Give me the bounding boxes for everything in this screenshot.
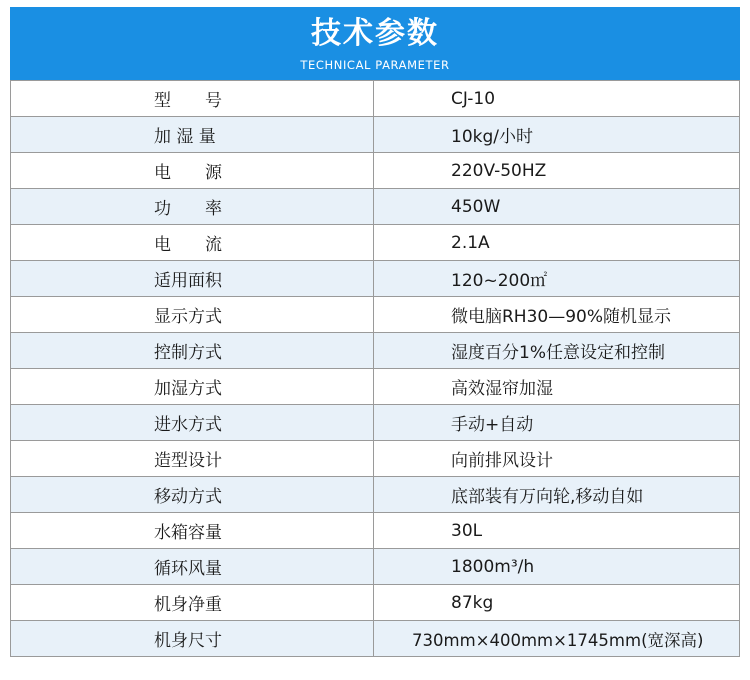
table-row: [11, 117, 740, 153]
parameter-value: 220V-50HZ: [374, 153, 740, 189]
table-row: [11, 549, 740, 585]
table-row: [11, 441, 740, 477]
parameter-name: 电 流: [11, 225, 374, 261]
parameter-value: CJ-10: [374, 81, 740, 117]
parameter-value: 向前排风设计: [374, 441, 740, 477]
table-row: [11, 297, 740, 333]
table-row: [11, 405, 740, 441]
table-row: [11, 333, 740, 369]
table-row: [11, 189, 740, 225]
parameter-name: 加 湿 量: [11, 117, 374, 153]
parameter-name: 机身尺寸: [11, 621, 374, 657]
parameter-name: 型 号: [11, 81, 374, 117]
table-row: [11, 513, 740, 549]
parameter-name: 加湿方式: [11, 369, 374, 405]
parameter-name: 循环风量: [11, 549, 374, 585]
parameter-value: 底部装有万向轮,移动自如: [374, 477, 740, 513]
table-row: [11, 225, 740, 261]
parameter-name: 适用面积: [11, 261, 374, 297]
parameter-value: 湿度百分1%任意设定和控制: [374, 333, 740, 369]
parameter-name: 电 源: [11, 153, 374, 189]
header-banner: [10, 7, 740, 80]
table-row: [11, 585, 740, 621]
page-subtitle: TECHNICAL PARAMETER: [300, 58, 450, 72]
table-row: [11, 477, 740, 513]
parameter-value: 高效湿帘加湿: [374, 369, 740, 405]
page-title: 技术参数: [311, 16, 439, 51]
table-row: [11, 81, 740, 117]
parameter-value: 450W: [374, 189, 740, 225]
parameter-name: 机身净重: [11, 585, 374, 621]
parameter-name: 水箱容量: [11, 513, 374, 549]
parameter-value: 手动+自动: [374, 405, 740, 441]
parameter-value: 30L: [374, 513, 740, 549]
parameter-name: 显示方式: [11, 297, 374, 333]
parameter-value: 730mm×400mm×1745mm(宽深高): [374, 621, 740, 657]
parameter-name: 造型设计: [11, 441, 374, 477]
parameter-table: [10, 80, 740, 657]
parameter-name: 移动方式: [11, 477, 374, 513]
parameter-value: 10kg/小时: [374, 117, 740, 153]
parameter-name: 进水方式: [11, 405, 374, 441]
table-row: [11, 621, 740, 657]
table-row: [11, 153, 740, 189]
parameter-value: 2.1A: [374, 225, 740, 261]
parameter-value: 微电脑RH30—90%随机显示: [374, 297, 740, 333]
table-row: [11, 369, 740, 405]
parameter-value: 120~200㎡: [374, 261, 740, 297]
parameter-name: 功 率: [11, 189, 374, 225]
table-row: [11, 261, 740, 297]
parameter-name: 控制方式: [11, 333, 374, 369]
parameter-value: 87kg: [374, 585, 740, 621]
parameter-value: 1800m³/h: [374, 549, 740, 585]
